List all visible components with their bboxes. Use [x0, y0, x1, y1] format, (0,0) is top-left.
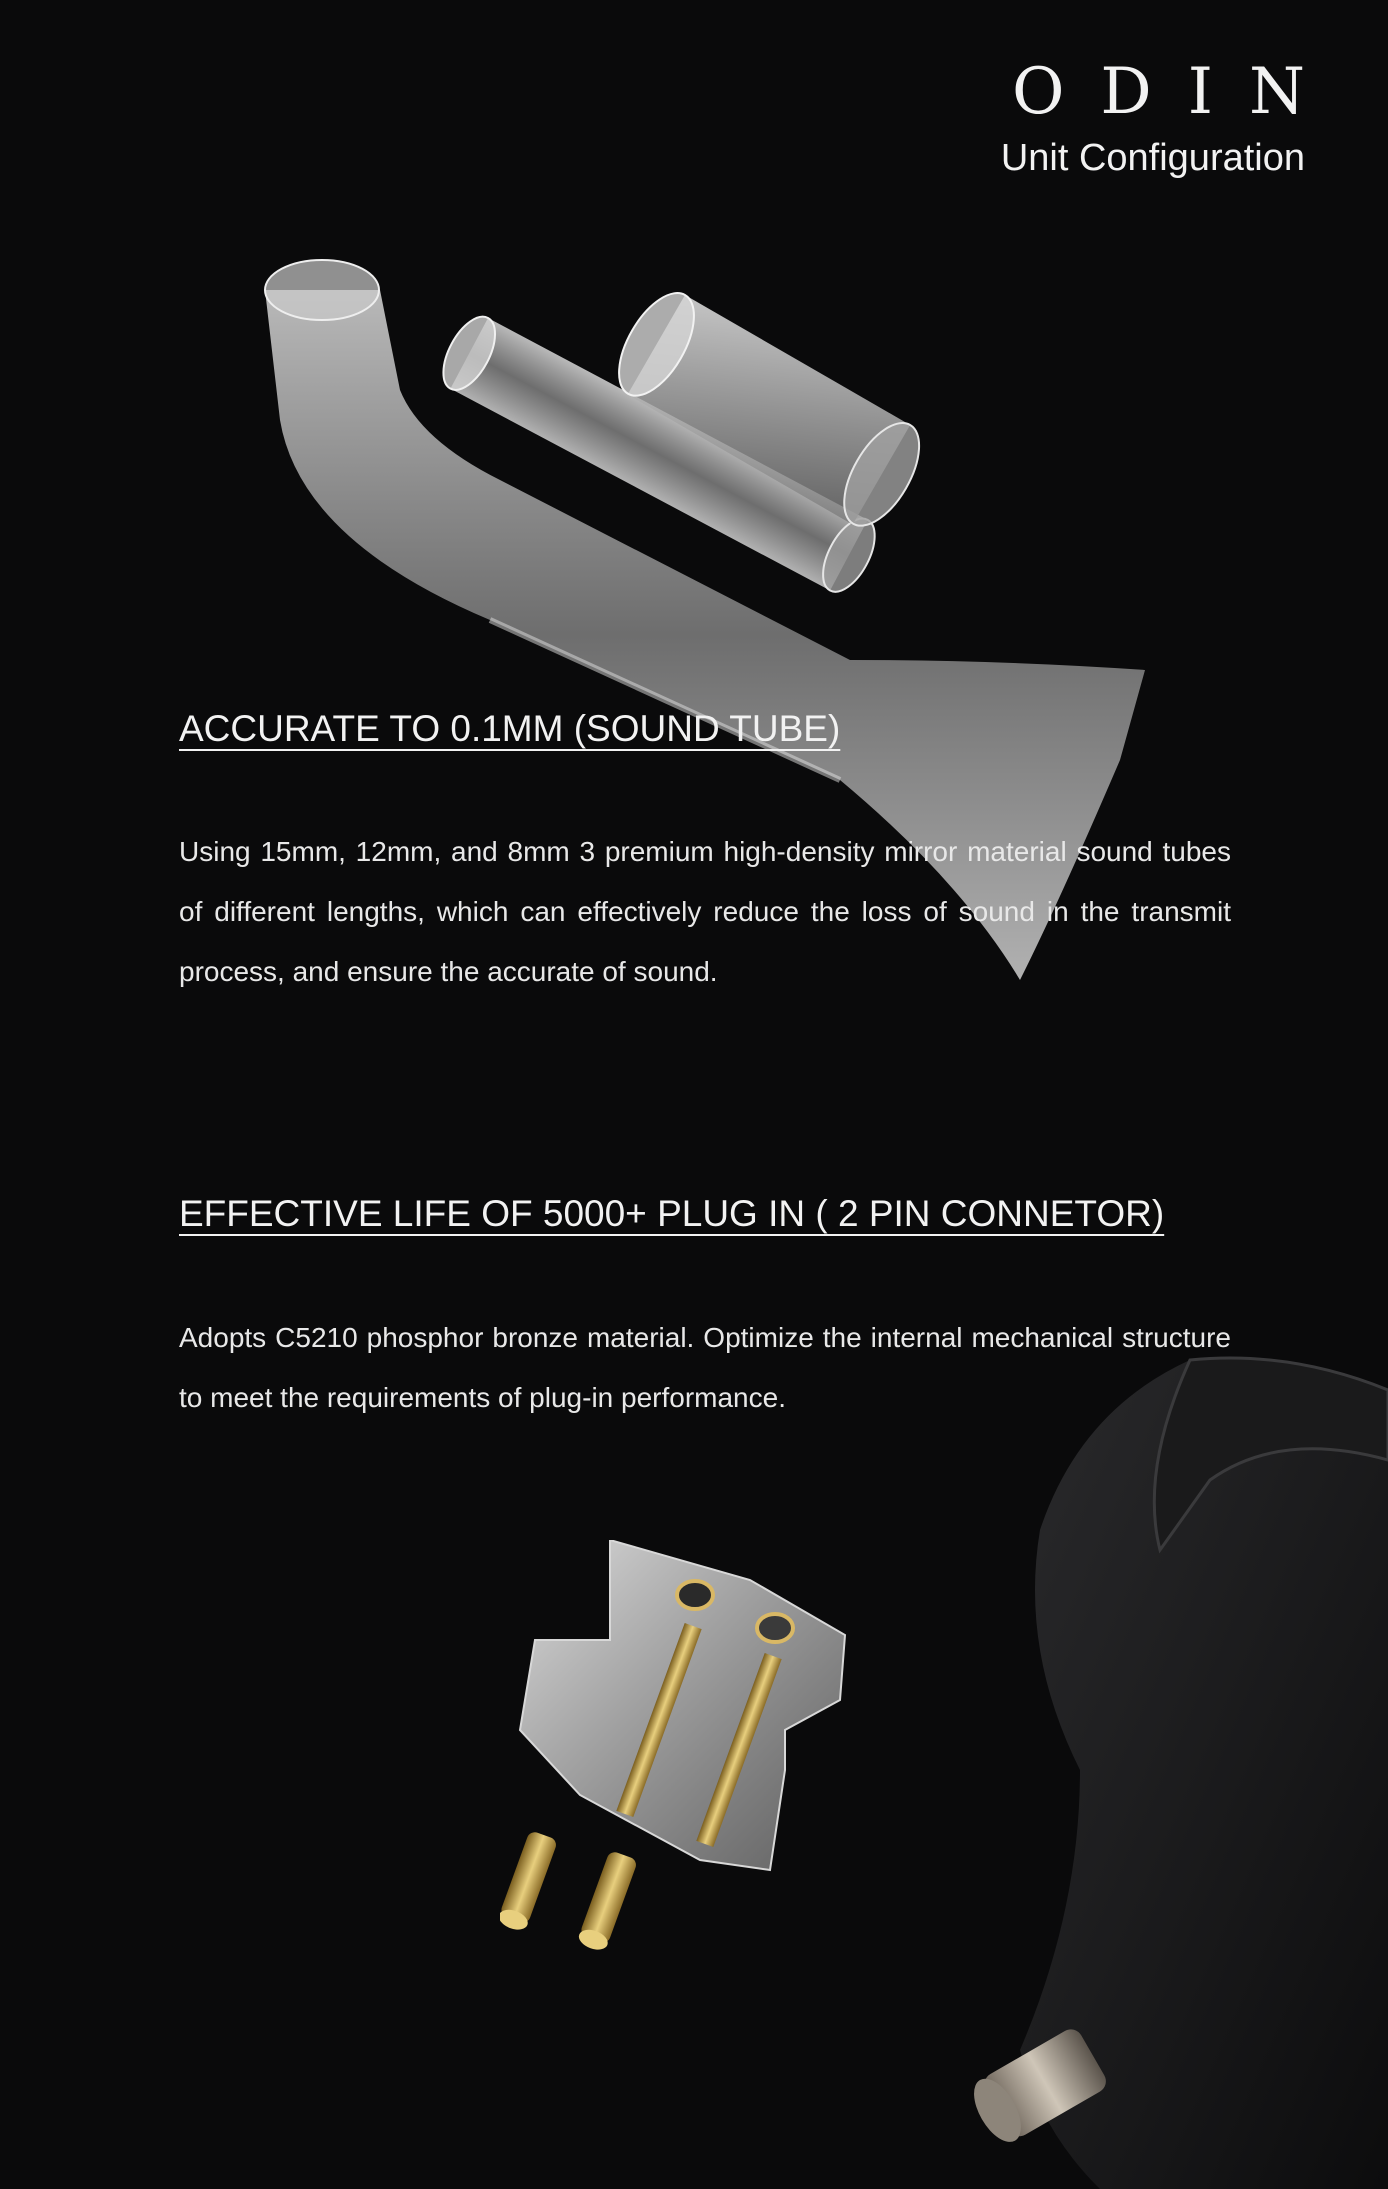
earphone-shell-image [960, 1350, 1388, 2189]
section-heading-sound-tube: ACCURATE TO 0.1MM (SOUND TUBE) [179, 708, 841, 749]
connector-image [500, 1540, 860, 1960]
brand-title: ODIN [1011, 55, 1341, 129]
brand-block [1000, 55, 1341, 180]
brand-subtitle: Unit Configuration [1000, 137, 1305, 179]
section-body-connector: Adopts C5210 phosphor bronze material. Optimize the internal mechanical structure to meet the requirements of plug-in performance. [179, 1322, 1231, 1413]
section-heading-connector: EFFECTIVE LIFE OF 5000+ PLUG IN ( 2 PIN CONNETOR) [179, 1193, 1165, 1234]
section-body-sound-tube: Using 15mm, 12mm, and 8mm 3 premium high-density mirror material sound tubes of different lengths, which can effectively reduce the loss of sound in the transmit process, and ensure the accurate of sound. [179, 836, 1231, 987]
